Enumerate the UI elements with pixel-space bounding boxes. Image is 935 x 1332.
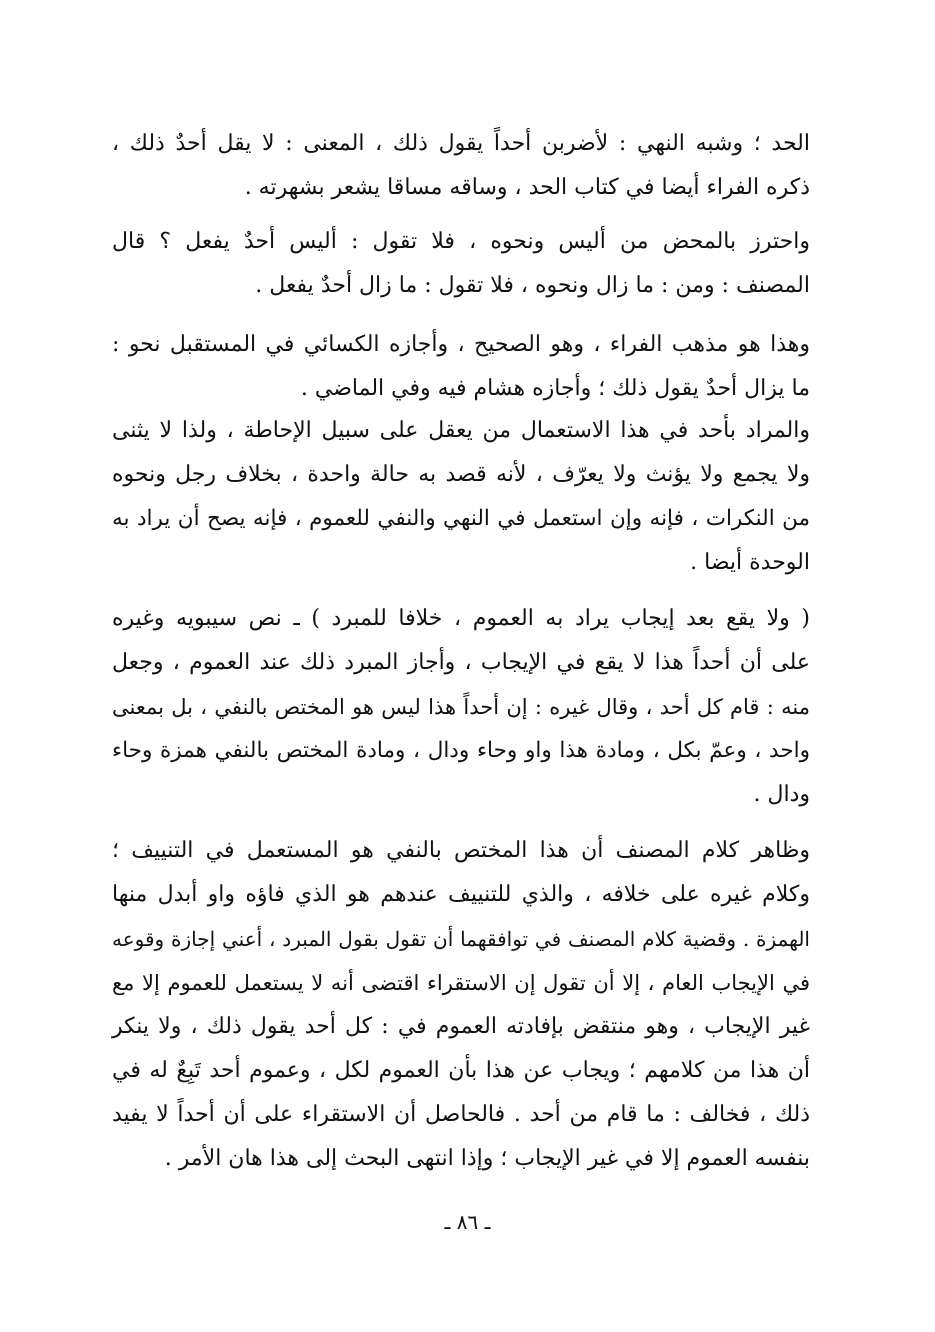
text-line: ودال . [753, 782, 810, 807]
text-line: ذلك ، فخالف : ما قام من أحد . فالحاصل أن الاستقراء على أن أحداً لا يفيد [112, 1102, 810, 1127]
text-line: ما يزال أحدٌ يقول ذلك ؛ وأجازه هشام فيه وفي الماضي . [300, 376, 810, 401]
text-line: والمراد بأحد في هذا الاستعمال من يعقل على سبيل الإحاطة ، ولذا لا يثنى [112, 418, 810, 443]
text-line: ولا يجمع ولا يؤنث ولا يعرّف ، لأنه قصد به حالة واحدة ، بخلاف رجل ونحوه [112, 462, 810, 487]
text-line: أن هذا من كلامهم ؛ ويجاب عن هذا بأن العموم لكل ، وعموم أحد تَبِعٌ له في [112, 1058, 810, 1083]
paragraph-1 [112, 122, 810, 210]
text-line: ( ولا يقع بعد إيجاب يراد به العموم ، خلافا للمبرد ) ـ نص سيبويه وغيره [112, 606, 810, 631]
text-line: وكلام غيره على خلافه ، والذي للتنييف عندهم هو الذي فاؤه واو أبدل منها [112, 882, 810, 907]
text-line: الوحدة أيضا . [690, 550, 810, 575]
text-line: وهذا هو مذهب الفراء ، وهو الصحيح ، وأجازه الكسائي في المستقبل نحو : [112, 332, 810, 357]
text-line: المصنف : ومن : ما زال ونحوه ، فلا تقول : ما زال أحدٌ يفعل . [255, 273, 810, 298]
text-line: الهمزة . وقضية كلام المصنف في توافقهما أن تقول بقول المبرد ، أعني إجازة وقوعه [112, 927, 810, 951]
text-line: منه : قام كل أحد ، وقال غيره : إن أحداً هذا ليس هو المختص بالنفي ، بل بمعنى [112, 695, 810, 719]
paragraph-6 [112, 829, 810, 1181]
text-line: غير الإيجاب ، وهو منتقض بإفادته العموم في : كل أحد يقول ذلك ، ولا ينكر [112, 1014, 810, 1039]
paragraph-4 [112, 409, 810, 585]
text-line: واحترز بالمحض من أليس ونحوه ، فلا تقول : أليس أحدٌ يفعل ؟ قال [112, 229, 810, 254]
text-line: في الإيجاب العام ، إلا أن تقول إن الاستقراء اقتضى أنه لا يستعمل للعموم إلا مع [112, 971, 810, 995]
text-line: ذكره الفراء أيضا في كتاب الحد ، وساقه مساقا يشعر بشهرته . [244, 175, 810, 200]
page-number: ـ ٨٦ ـ [444, 1210, 491, 1234]
text-line: من النكرات ، فإنه وإن استعمل في النهي والنفي للعموم ، فإنه يصح أن يراد به [112, 506, 810, 531]
paragraph-5 [112, 597, 810, 817]
text-line: على أن أحداً هذا لا يقع في الإيجاب ، وأجاز المبرد ذلك عند العموم ، وجعل [112, 650, 810, 675]
text-line: وظاهر كلام المصنف أن هذا المختص بالنفي هو المستعمل في التنييف ؛ [112, 838, 810, 863]
text-line: واحد ، وعمّ بكل ، ومادة هذا واو وحاء ودال ، ومادة المختص بالنفي همزة وحاء [112, 738, 810, 763]
text-line: الحد ؛ وشبه النهي : لأضربن أحداً يقول ذلك ، المعنى : لا يقل أحدٌ ذلك ، [112, 131, 810, 156]
paragraph-3 [112, 323, 810, 411]
paragraph-2 [112, 220, 810, 308]
text-line: بنفسه العموم إلا في غير الإيجاب ؛ وإذا انتهى البحث إلى هذا هان الأمر . [164, 1146, 810, 1171]
